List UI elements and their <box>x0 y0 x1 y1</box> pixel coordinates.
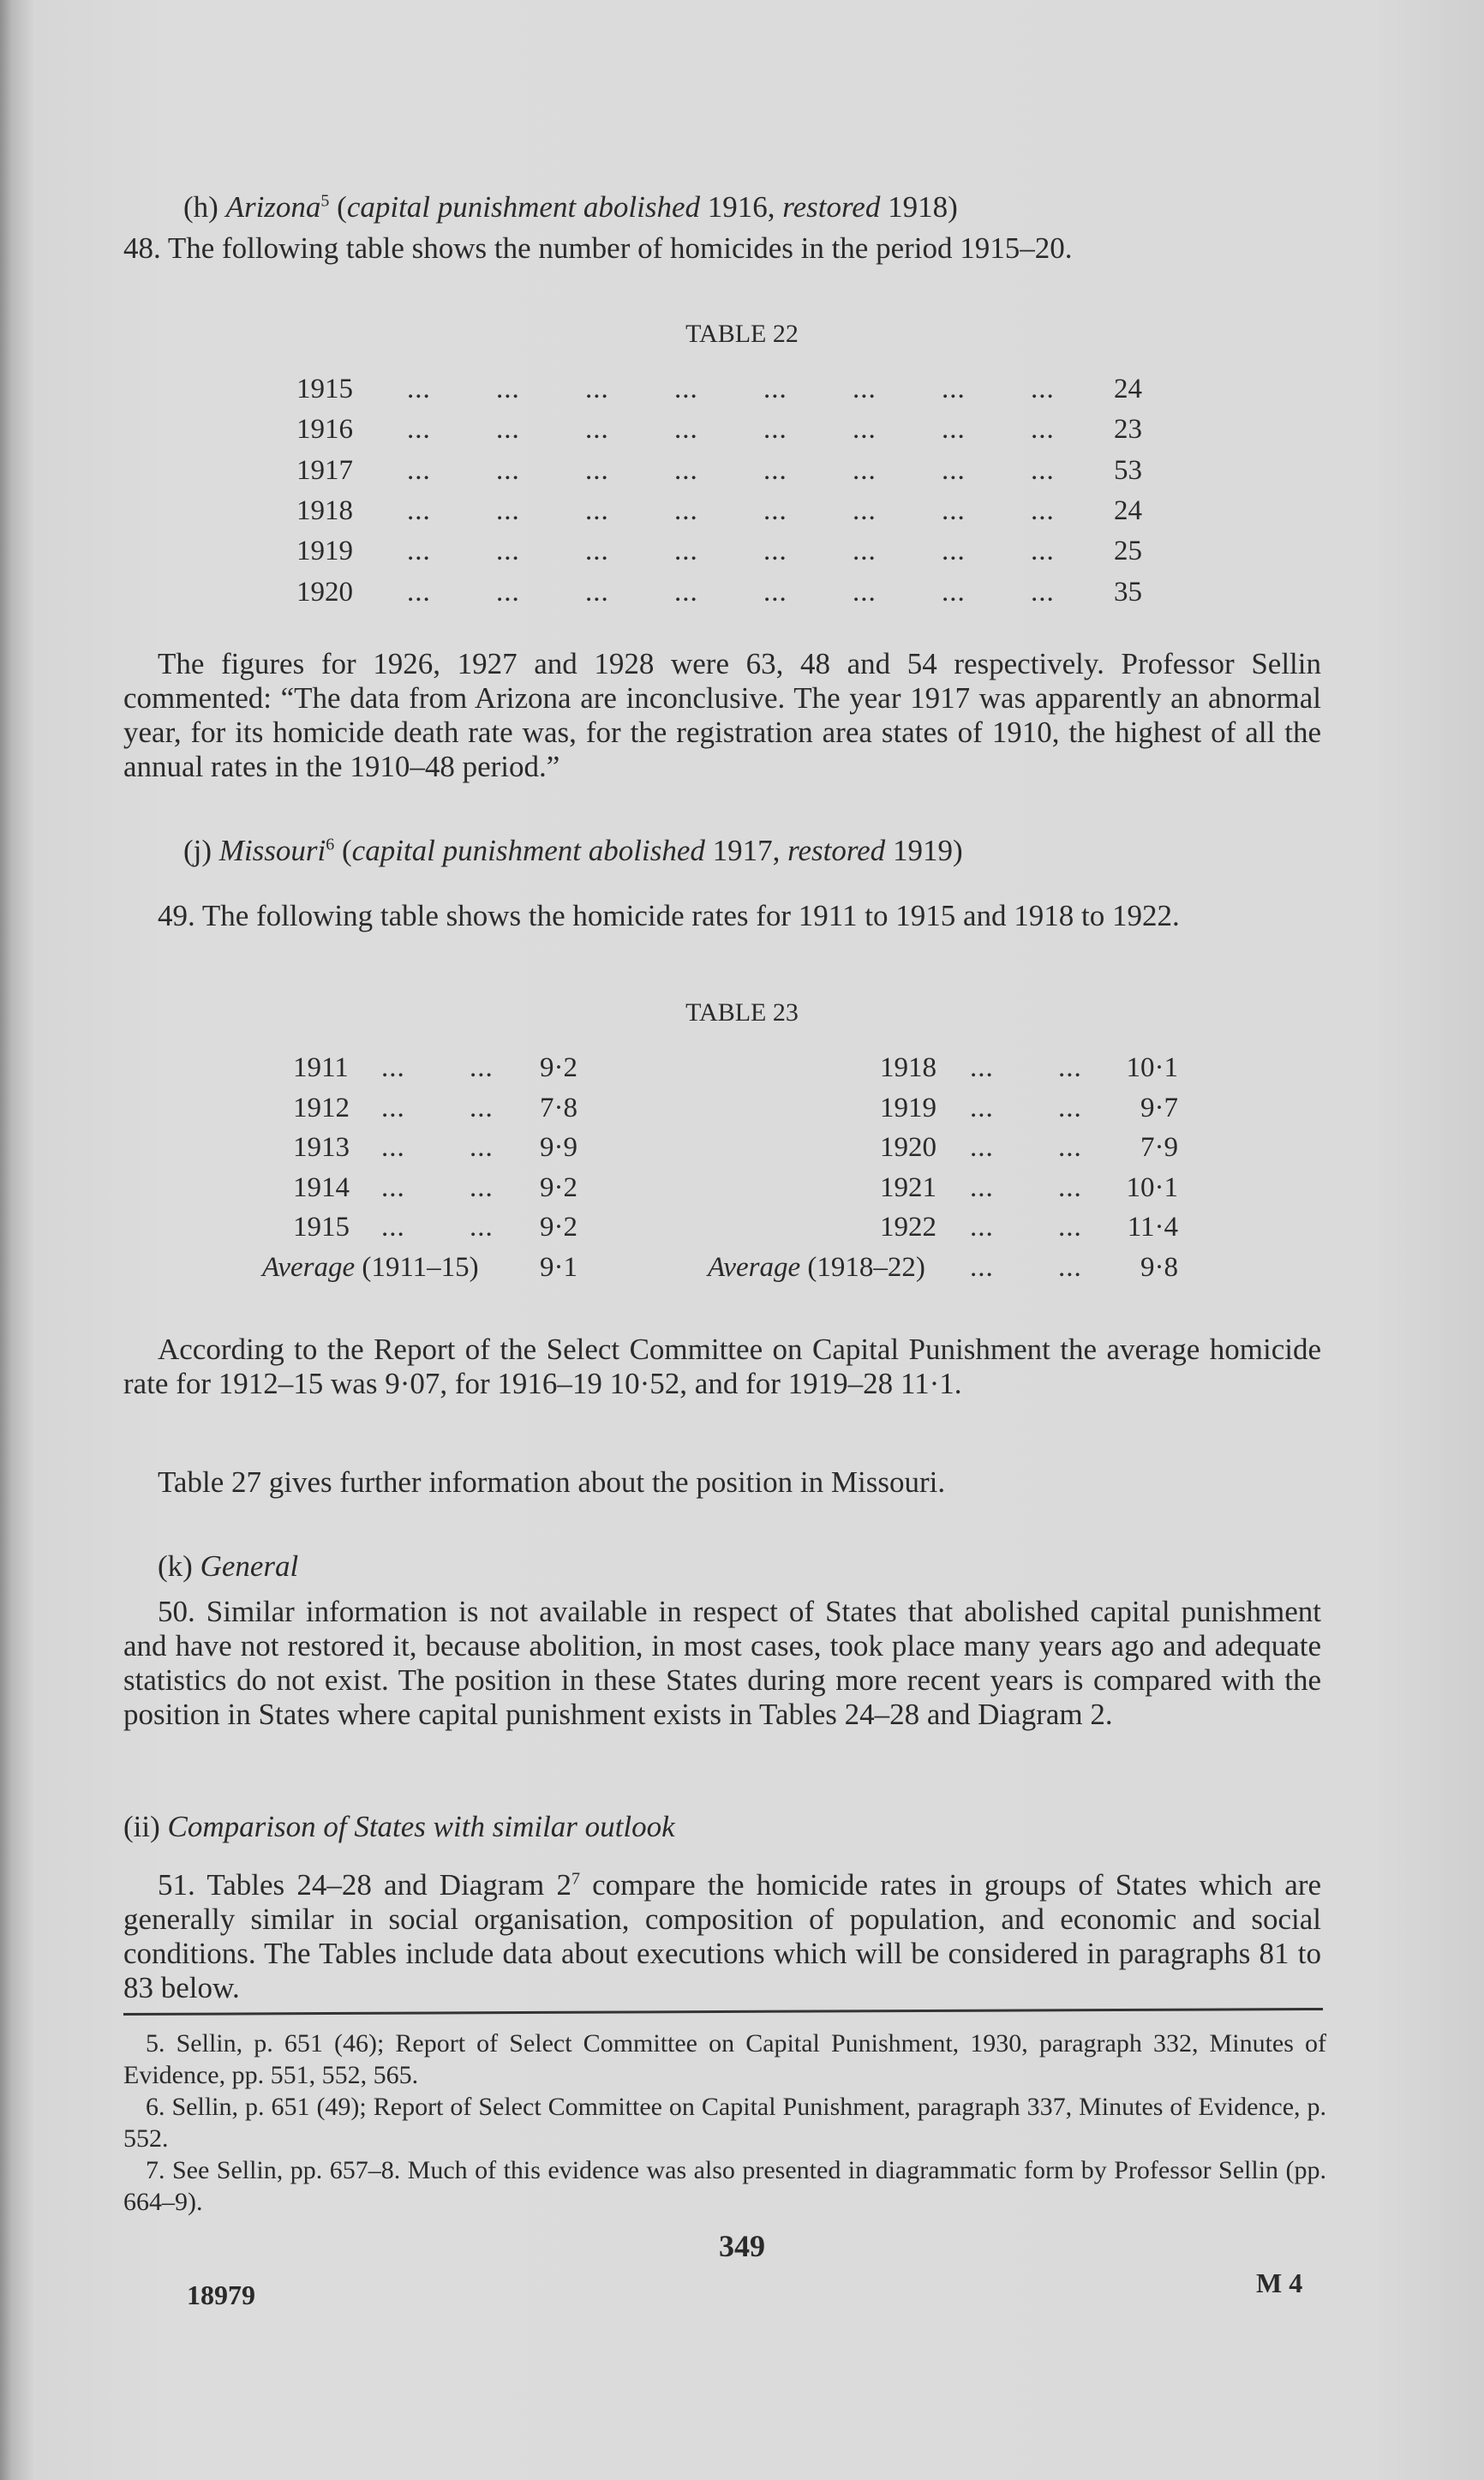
leader-dots: ... <box>853 374 877 404</box>
text: compare the homicide rates in groups of States which are generally similar in social organisation, composition of population, and economic and social conditions. The Tables include data about executions which will be considered in paragraphs 81 to 83 below. <box>123 1868 1322 2004</box>
year: 1916, <box>707 190 775 224</box>
leader-dots: ... <box>407 536 431 567</box>
leader-dots: ... <box>585 536 609 567</box>
leader-dots: ... <box>942 494 966 526</box>
table-average-right <box>708 1252 925 1284</box>
leader-dots: ... <box>407 374 431 404</box>
leader-dots: ... <box>470 1132 494 1163</box>
table-row-value: 25 <box>1114 536 1142 567</box>
leader-dots: ... <box>674 576 698 608</box>
table-row-year: 1920 <box>880 1132 936 1163</box>
page-number: 349 <box>719 2229 765 2263</box>
leader-dots: ... <box>1031 414 1055 446</box>
section-label: (k) <box>158 1549 193 1583</box>
leader-dots: ... <box>1058 1092 1082 1123</box>
leader-dots: ... <box>407 576 431 608</box>
footnotes <box>123 2028 1326 2218</box>
table-row-value: 10·1 <box>1126 1171 1178 1203</box>
leader-dots: ... <box>470 1212 494 1243</box>
table-row-value: 53 <box>1114 454 1142 486</box>
leader-dots: ... <box>853 576 877 608</box>
detail: capital punishment abolished <box>351 834 705 867</box>
year: 1917, <box>712 834 781 867</box>
leader-dots: ... <box>585 494 609 526</box>
leader-dots: ... <box>674 374 698 404</box>
leader-dots: ... <box>407 454 431 486</box>
footnote-7: 7. See Sellin, pp. 657–8. Much of this evidence was also presented in diagrammatic form by Professor Sellin (pp. 664–9). <box>123 2156 1326 2216</box>
leader-dots: ... <box>763 494 787 526</box>
table-row-value: 7·8 <box>540 1092 577 1123</box>
leader-dots: ... <box>470 1092 494 1123</box>
leader-dots: ... <box>763 576 787 608</box>
leader-dots: ... <box>381 1052 405 1083</box>
table-row-year: 1919 <box>880 1092 936 1123</box>
leader-dots: ... <box>674 414 698 446</box>
section-title: General <box>200 1549 299 1583</box>
table-average-left <box>262 1252 479 1284</box>
leader-dots: ... <box>496 374 520 404</box>
table-row-value: 7·9 <box>1140 1132 1178 1163</box>
paragraph-48: 48. The following table shows the number of homicides in the period 1915–20. <box>123 231 1073 265</box>
leader-dots: ... <box>1058 1212 1082 1243</box>
table-row-value: 9·2 <box>540 1052 577 1083</box>
table-row-year: 1919 <box>296 536 353 567</box>
leader-dots: ... <box>1031 374 1055 404</box>
table-row-value: 9·2 <box>540 1171 577 1203</box>
table-row-value: 24 <box>1114 494 1142 526</box>
leader-dots: ... <box>585 454 609 486</box>
table-row-value: 10·1 <box>1126 1052 1178 1083</box>
leader-dots: ... <box>763 536 787 567</box>
state-name: Arizona <box>225 190 321 224</box>
paragraph-50: 50. Similar information is not available in respect of States that abolished capital punishment and have not restored it, because abolition, in most cases, took place many years ago and adequate statistics do not exist. The position in these States during more recent years is compared with the position in States where capital punishment exists in Tables 24–28 and Diagram 2. <box>123 1595 1321 1731</box>
leader-dots: ... <box>970 1171 994 1203</box>
leader-dots: ... <box>470 1171 494 1203</box>
average-label: Average <box>708 1251 801 1283</box>
leader-dots: ... <box>585 414 609 446</box>
leader-dots: ... <box>970 1251 994 1283</box>
restored: restored <box>787 834 886 867</box>
footnote-ref: 7 <box>571 1869 580 1889</box>
table-row-value: 35 <box>1114 576 1142 608</box>
signature-mark: M 4 <box>1256 2267 1303 2298</box>
leader-dots: ... <box>970 1052 994 1083</box>
leader-dots: ... <box>407 494 431 526</box>
table-average-value: 9·8 <box>1140 1251 1178 1283</box>
leader-dots: ... <box>496 454 520 486</box>
paragraph-table27: Table 27 gives further information about the position in Missouri. <box>158 1465 946 1499</box>
leader-dots: ... <box>1031 494 1055 526</box>
table-row-year: 1915 <box>293 1212 350 1243</box>
leader-dots: ... <box>381 1092 405 1123</box>
footnote-divider <box>123 2008 1323 2016</box>
table-row-value: 9·7 <box>1140 1092 1178 1123</box>
table-22-title: TABLE 22 <box>685 320 799 348</box>
table-row-year: 1922 <box>880 1212 936 1243</box>
table-row-year: 1916 <box>296 414 353 446</box>
leader-dots: ... <box>942 536 966 567</box>
paragraph-49: 49. The following table shows the homicide rates for 1911 to 1915 and 1918 to 1922. <box>158 899 1180 932</box>
average-range: (1911–15) <box>362 1251 479 1283</box>
leader-dots: ... <box>853 494 877 526</box>
leader-dots: ... <box>942 454 966 486</box>
table-row-year: 1915 <box>296 374 353 404</box>
table-row-value: 9·2 <box>540 1212 577 1243</box>
table-23-title: TABLE 23 <box>685 998 799 1027</box>
table-row-year: 1918 <box>880 1052 936 1083</box>
table-row-year: 1911 <box>293 1052 349 1083</box>
leader-dots: ... <box>763 454 787 486</box>
leader-dots: ... <box>674 454 698 486</box>
leader-dots: ... <box>942 374 966 404</box>
leader-dots: ... <box>763 414 787 446</box>
state-name: Missouri <box>218 834 326 867</box>
average-range: (1918–22) <box>807 1251 925 1283</box>
leader-dots: ... <box>970 1092 994 1123</box>
detail: capital punishment abolished <box>346 190 701 224</box>
leader-dots: ... <box>407 414 431 446</box>
leader-dots: ... <box>381 1132 405 1163</box>
leader-dots: ... <box>853 454 877 486</box>
footnote-ref: 6 <box>326 835 335 854</box>
footnote-6: 6. Sellin, p. 651 (49); Report of Select Committee on Capital Punishment, paragraph 337, Minutes of Evidence, p. 552. <box>123 2093 1326 2153</box>
table-row-year: 1914 <box>293 1171 350 1203</box>
leader-dots: ... <box>1031 454 1055 486</box>
table-row-value: 23 <box>1114 414 1142 446</box>
leader-dots: ... <box>674 536 698 567</box>
text: 51. Tables 24–28 and Diagram 2 <box>158 1868 571 1902</box>
leader-dots: ... <box>942 576 966 608</box>
footnote-5: 5. Sellin, p. 651 (46); Report of Select Committee on Capital Punishment, 1930, paragraph 332, Minutes of Evidence, pp. 551, 552, 565. <box>123 2029 1326 2089</box>
leader-dots: ... <box>496 536 520 567</box>
leader-dots: ... <box>496 576 520 608</box>
paragraph-51 <box>123 1868 1321 2005</box>
table-row-value: 11·4 <box>1127 1212 1178 1243</box>
table-row-year: 1921 <box>880 1171 936 1203</box>
leader-dots: ... <box>853 414 877 446</box>
leader-dots: ... <box>1058 1052 1082 1083</box>
leader-dots: ... <box>1058 1251 1082 1283</box>
section-label: (ii) <box>123 1810 160 1843</box>
leader-dots: ... <box>496 494 520 526</box>
leader-dots: ... <box>381 1212 405 1243</box>
leader-dots: ... <box>470 1052 494 1083</box>
leader-dots: ... <box>1058 1132 1082 1163</box>
table-row-year: 1912 <box>293 1092 350 1123</box>
section-heading-arizona: (h) Arizona$^5$ (capital punishment abolished 1916, restored 1918) <box>183 190 958 224</box>
table-row-value: 9·9 <box>540 1132 577 1163</box>
leader-dots: ... <box>853 536 877 567</box>
leader-dots: ... <box>585 576 609 608</box>
leader-dots: ... <box>942 414 966 446</box>
leader-dots: ... <box>970 1132 994 1163</box>
leader-dots: ... <box>496 414 520 446</box>
leader-dots: ... <box>763 374 787 404</box>
year: 1918) <box>888 190 958 224</box>
section-title: Comparison of States with similar outlook <box>167 1810 675 1843</box>
table-row-year: 1913 <box>293 1132 350 1163</box>
table-average-value: 9·1 <box>540 1251 577 1283</box>
paragraph-arizona: The figures for 1926, 1927 and 1928 were 63, 48 and 54 respectively. Professor Sellin commented: “The data from Arizona are inconclusive. The year 1917 was apparently an abnormal year, for its homicide death rate was, for the registration area states of 1910, the highest of all the annual rates in the 1910–48 period.” <box>123 647 1321 783</box>
print-code: 18979 <box>187 2279 255 2310</box>
table-row-year: 1920 <box>296 576 353 608</box>
leader-dots: ... <box>381 1171 405 1203</box>
footnote-ref: 5 <box>320 191 330 211</box>
leader-dots: ... <box>674 494 698 526</box>
section-label: (h) <box>183 190 218 224</box>
table-row-value: 24 <box>1114 374 1142 404</box>
leader-dots: ... <box>585 374 609 404</box>
average-label: Average <box>262 1251 356 1283</box>
leader-dots: ... <box>1058 1171 1082 1203</box>
table-row-year: 1917 <box>296 454 353 486</box>
table-row-year: 1918 <box>296 494 353 526</box>
section-label: (j) <box>183 834 212 867</box>
restored: restored <box>782 190 881 224</box>
leader-dots: ... <box>1031 576 1055 608</box>
leader-dots: ... <box>1031 536 1055 567</box>
leader-dots: ... <box>970 1212 994 1243</box>
section-heading-general <box>158 1549 298 1584</box>
section-heading-missouri: (j) Missouri$^6$ (capital punishment abolished 1917, restored 1919) <box>183 834 963 867</box>
section-heading-comparison <box>123 1810 675 1844</box>
year: 1919) <box>892 834 963 867</box>
paragraph-report: According to the Report of the Select Committee on Capital Punishment the average homicide rate for 1912–15 was 9·07, for 1916–19 10·52, and for 1919–28 11·1. <box>123 1333 1321 1400</box>
